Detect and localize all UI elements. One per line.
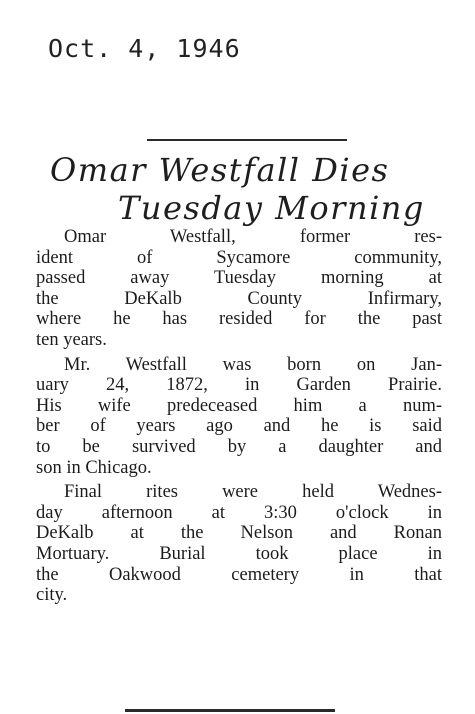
article-line: ten years.: [36, 329, 107, 350]
article-line: Mr. Westfall was born on Jan-: [64, 354, 442, 375]
paragraph-3: [36, 482, 442, 606]
article-line: Omar Westfall, former res-: [64, 227, 442, 247]
article-line: passed away Tuesday morning at: [36, 268, 442, 289]
article-line: the DeKalb County Infirmary,: [36, 288, 442, 309]
article-line: day afternoon at 3:30 o'clock in: [36, 502, 442, 523]
article-line: Mortuary. Burial took place in: [36, 543, 442, 564]
article-line: ber of years ago and he is said: [36, 416, 442, 437]
article-line: Final rites were held Wednes-: [64, 482, 442, 503]
article-line: to be survived by a daughter and: [36, 436, 442, 457]
top-divider-rule: [147, 139, 347, 141]
article-line: where he has resided for the past: [36, 309, 442, 330]
article-line: the Oakwood cemetery in that: [36, 564, 442, 585]
article-line: His wife predeceased him a num-: [36, 395, 442, 416]
article-line: uary 24, 1872, in Garden Prairie.: [36, 375, 442, 396]
clipping-date: Oct. 4, 1946: [48, 34, 241, 63]
headline-line-1: Omar Westfall Dies: [50, 151, 390, 189]
article-line: ident of Sycamore community,: [36, 247, 442, 268]
paragraph-2: [36, 355, 442, 479]
headline-line-2: Tuesday Morning: [118, 189, 425, 227]
article-body: [36, 227, 442, 606]
bottom-divider-rule: [125, 709, 335, 712]
article-line: city.: [36, 585, 68, 606]
paragraph-1: [36, 227, 442, 351]
article-line: son in Chicago.: [36, 457, 152, 478]
article-line: DeKalb at the Nelson and Ronan: [36, 523, 442, 544]
